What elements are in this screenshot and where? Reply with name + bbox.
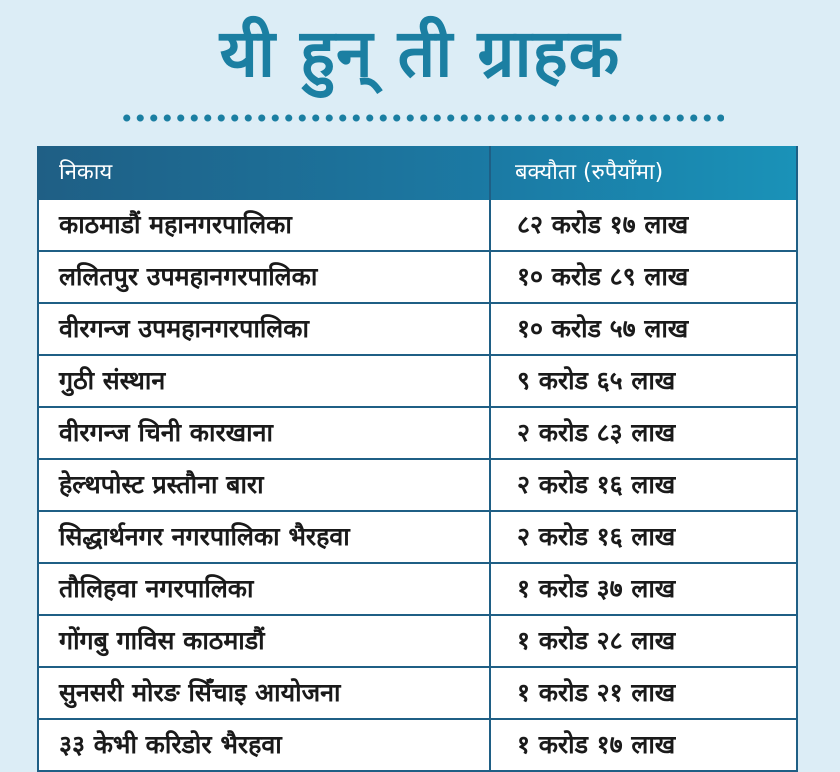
entity-cell: गोंगबु गाविस काठमाडौं (39, 616, 491, 666)
page-title: यी हुन् ती ग्राहक (219, 15, 621, 92)
dues-table (37, 146, 798, 772)
entity-cell: सुनसरी मोरङ सिँचाइ आयोजना (39, 668, 491, 718)
table-row (39, 616, 796, 668)
amount-cell: १० करोड ५७ लाख (517, 314, 689, 343)
entity-cell: हेल्थपोस्ट प्रस्तौना बारा (39, 460, 491, 510)
amount-cell: १ करोड २१ लाख (517, 678, 676, 707)
amount-cell: २ करोड १६ लाख (517, 470, 676, 499)
amount-cell: १ करोड २८ लाख (517, 626, 676, 655)
header-amount: बक्यौता (रुपैयाँमा) (515, 160, 664, 185)
table-row (39, 356, 796, 408)
table-row (39, 564, 796, 616)
table-row (39, 512, 796, 564)
entity-cell: सिद्धार्थनगर नगरपालिका भैरहवा (39, 512, 491, 562)
entity-cell: वीरगन्ज चिनी कारखाना (39, 408, 491, 458)
table-row (39, 252, 796, 304)
amount-cell: २ करोड १६ लाख (517, 522, 676, 551)
entity-cell: वीरगन्ज उपमहानगरपालिका (39, 304, 491, 354)
amount-cell: ९ करोड ६५ लाख (517, 366, 676, 395)
amount-cell: १ करोड ३७ लाख (517, 574, 676, 603)
entity-cell: गुठी संस्थान (39, 356, 491, 406)
table-row (39, 304, 796, 356)
amount-cell: १० करोड ८९ लाख (517, 262, 689, 291)
table-header (39, 146, 796, 200)
amount-cell: ८२ करोड १७ लाख (517, 210, 689, 239)
table-row (39, 668, 796, 720)
table-row (39, 408, 796, 460)
table-row (39, 200, 796, 252)
entity-cell: ३३ केभी करिडोर भैरहवा (39, 720, 491, 770)
entity-cell: तौलिहवा नगरपालिका (39, 564, 491, 614)
amount-cell: २ करोड ८३ लाख (517, 418, 676, 447)
entity-cell: ललितपुर उपमहानगरपालिका (39, 252, 491, 302)
dotted-divider (120, 112, 724, 124)
table-row (39, 460, 796, 512)
table-row (39, 720, 796, 772)
amount-cell: १ करोड १७ लाख (517, 730, 676, 759)
header-entity: निकाय (39, 146, 491, 200)
entity-cell: काठमाडौं महानगरपालिका (39, 200, 491, 250)
